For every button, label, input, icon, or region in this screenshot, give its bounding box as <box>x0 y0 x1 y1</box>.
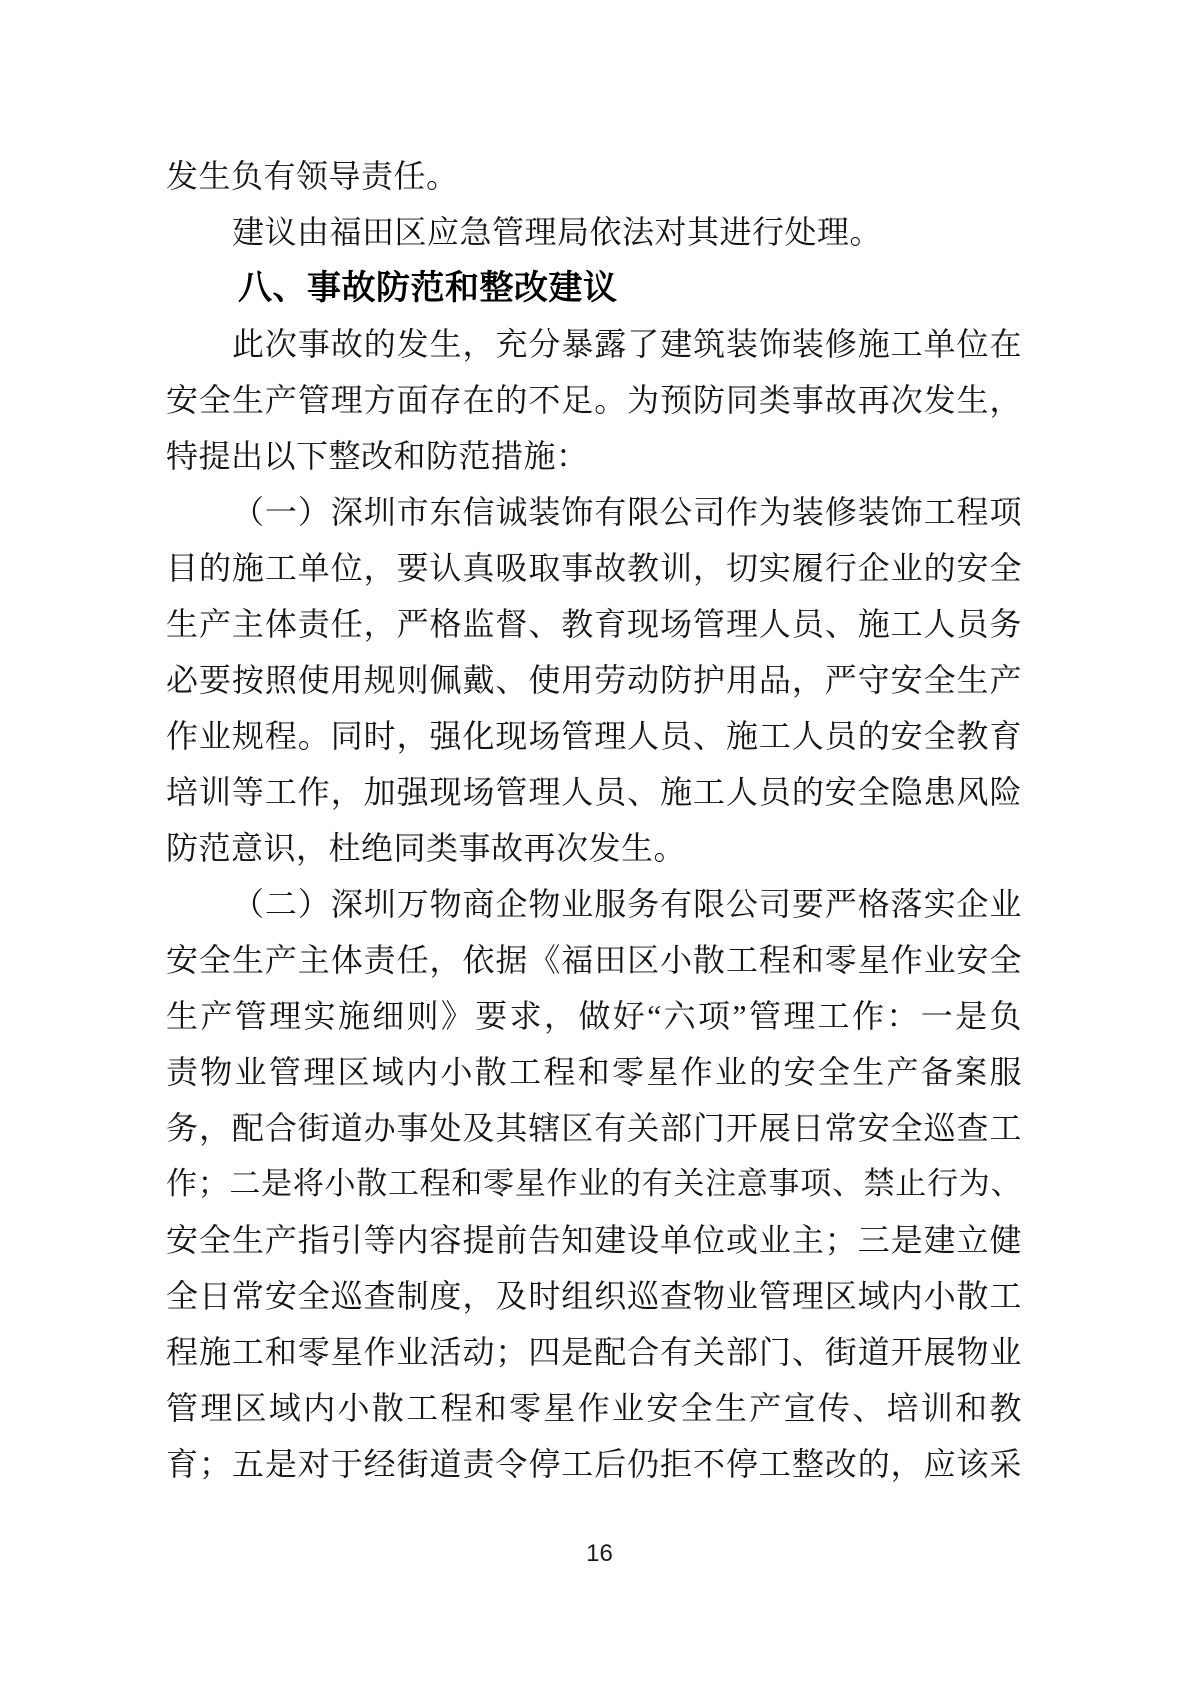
text-line: 目的施工单位，要认真吸取事故教训，切实履行企业的安全 <box>166 550 1022 586</box>
text-line: 育；五是对于经街道责令停工后仍拒不停工整改的，应该采 <box>166 1446 1022 1482</box>
text-line: 必要按照使用规则佩戴、使用劳动防护用品，严守安全生产 <box>166 662 1022 698</box>
text-line: 特提出以下整改和防范措施： <box>166 438 589 474</box>
text-line: 防范意识，杜绝同类事故再次发生。 <box>166 830 687 866</box>
text-line: 安全生产主体责任，依据《福田区小散工程和零星作业安全 <box>166 942 1022 978</box>
paragraph <box>166 148 1022 204</box>
text-line: 此次事故的发生，充分暴露了建筑装饰装修施工单位在 <box>232 326 1022 362</box>
text-line: 全日常安全巡查制度，及时组织巡查物业管理区域内小散工 <box>166 1278 1022 1314</box>
heading-text: 八、事故防范和整改建议 <box>238 269 618 307</box>
text-line: 生产管理实施细则》要求，做好“六项”管理工作：一是负 <box>166 998 1022 1034</box>
paragraph <box>166 204 1022 260</box>
text-line: 作业规程。同时，强化现场管理人员、施工人员的安全教育 <box>166 718 1022 754</box>
text-line: 管理区域内小散工程和零星作业安全生产宣传、培训和教 <box>166 1390 1022 1426</box>
page-number: 16 <box>586 1540 613 1567</box>
text-line: 建议由福田区应急管理局依法对其进行处理。 <box>232 214 883 250</box>
text-line: 安全生产管理方面存在的不足。为预防同类事故再次发生， <box>166 382 1022 418</box>
paragraph <box>166 316 1022 484</box>
paragraph <box>166 876 1022 1492</box>
text-line: 作；二是将小散工程和零星作业的有关注意事项、禁止行为、 <box>166 1166 1022 1201</box>
text-line: 生产主体责任，严格监督、教育现场管理人员、施工人员务 <box>166 606 1022 642</box>
text-line: 发生负有领导责任。 <box>166 158 459 194</box>
text-line: 培训等工作，加强现场管理人员、施工人员的安全隐患风险 <box>166 774 1022 810</box>
text-line: 安全生产指引等内容提前告知建设单位或业主；三是建立健 <box>166 1222 1022 1258</box>
text-line: 责物业管理区域内小散工程和零星作业的安全生产备案服 <box>166 1054 1022 1090</box>
text-line: （二）深圳万物商企物业服务有限公司要严格落实企业 <box>232 886 1022 922</box>
text-line: 程施工和零星作业活动；四是配合有关部门、街道开展物业 <box>166 1334 1022 1370</box>
text-line: （一）深圳市东信诚装饰有限公司作为装修装饰工程项 <box>232 494 1022 530</box>
section-heading <box>166 260 1022 316</box>
paragraph <box>166 484 1022 876</box>
text-line: 务，配合街道办事处及其辖区有关部门开展日常安全巡查工 <box>166 1110 1022 1146</box>
document-body <box>166 148 1022 1492</box>
